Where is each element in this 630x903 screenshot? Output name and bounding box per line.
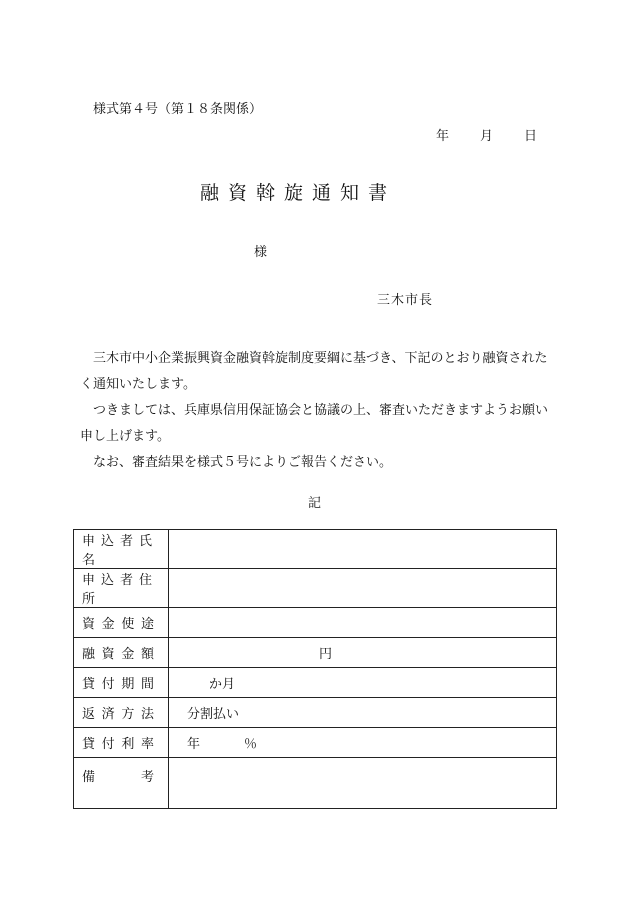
table-row — [74, 698, 557, 728]
loan-amount-field[interactable] — [169, 638, 557, 668]
loan-period-field[interactable] — [169, 668, 557, 698]
table-row — [74, 569, 557, 608]
table-row — [74, 728, 557, 758]
document-title: 融資斡旋通知書 — [200, 182, 397, 204]
applicant-name-field[interactable] — [169, 530, 557, 569]
fund-purpose-field[interactable] — [169, 608, 557, 638]
row-label: 申込者住所 — [74, 569, 169, 608]
row-label — [74, 668, 169, 698]
row-label-text: 返 済 方 法 — [82, 707, 154, 722]
table-row — [74, 530, 557, 569]
interest-rate-field[interactable] — [169, 728, 557, 758]
remarks-field[interactable] — [169, 758, 557, 809]
applicant-address-field[interactable] — [169, 569, 557, 608]
row-label — [74, 728, 169, 758]
row-label — [74, 608, 169, 638]
repayment-method-field[interactable]: 分割払い — [169, 698, 557, 728]
percent-unit: ％ — [244, 737, 258, 752]
row-label — [74, 698, 169, 728]
table-row — [74, 668, 557, 698]
body-paragraph: つきましては、兵庫県信用保証協会と協議の上、審査いただきますようお願い申し上げます。 — [80, 403, 549, 444]
months-unit: か月 — [209, 677, 236, 692]
body-paragraph: なお、審査結果を様式５号によりご報告ください。 — [93, 455, 393, 470]
row-label-text: 貸 付 利 率 — [82, 737, 154, 752]
body-text — [80, 346, 560, 476]
row-label-text: 融 資 金 額 — [82, 647, 154, 662]
rate-prefix: 年 — [187, 737, 201, 752]
date-year-label: 年 — [436, 129, 450, 144]
row-label-text: 資 金 使 途 — [82, 617, 154, 632]
table-row — [74, 638, 557, 668]
table-row — [74, 608, 557, 638]
row-label — [74, 758, 169, 809]
date-month-label: 月 — [480, 129, 494, 144]
table-row — [74, 758, 557, 809]
yen-unit: 円 — [319, 647, 333, 662]
loan-details-table — [73, 529, 557, 809]
body-paragraph: 三木市中小企業振興資金融資斡旋制度要綱に基づき、下記のとおり融資されたく通知いたします。 — [80, 351, 548, 392]
sender-name: 三木市長 — [377, 293, 434, 308]
ki-heading: 記 — [308, 496, 322, 511]
date-day-label: 日 — [524, 129, 538, 144]
form-number: 様式第４号（第１８条関係） — [93, 102, 263, 117]
row-label-text: 備 考 — [82, 770, 154, 785]
addressee-suffix: 様 — [254, 245, 268, 260]
row-label: 申込者氏名 — [74, 530, 169, 569]
row-label-text: 貸 付 期 間 — [82, 677, 154, 692]
row-label — [74, 638, 169, 668]
